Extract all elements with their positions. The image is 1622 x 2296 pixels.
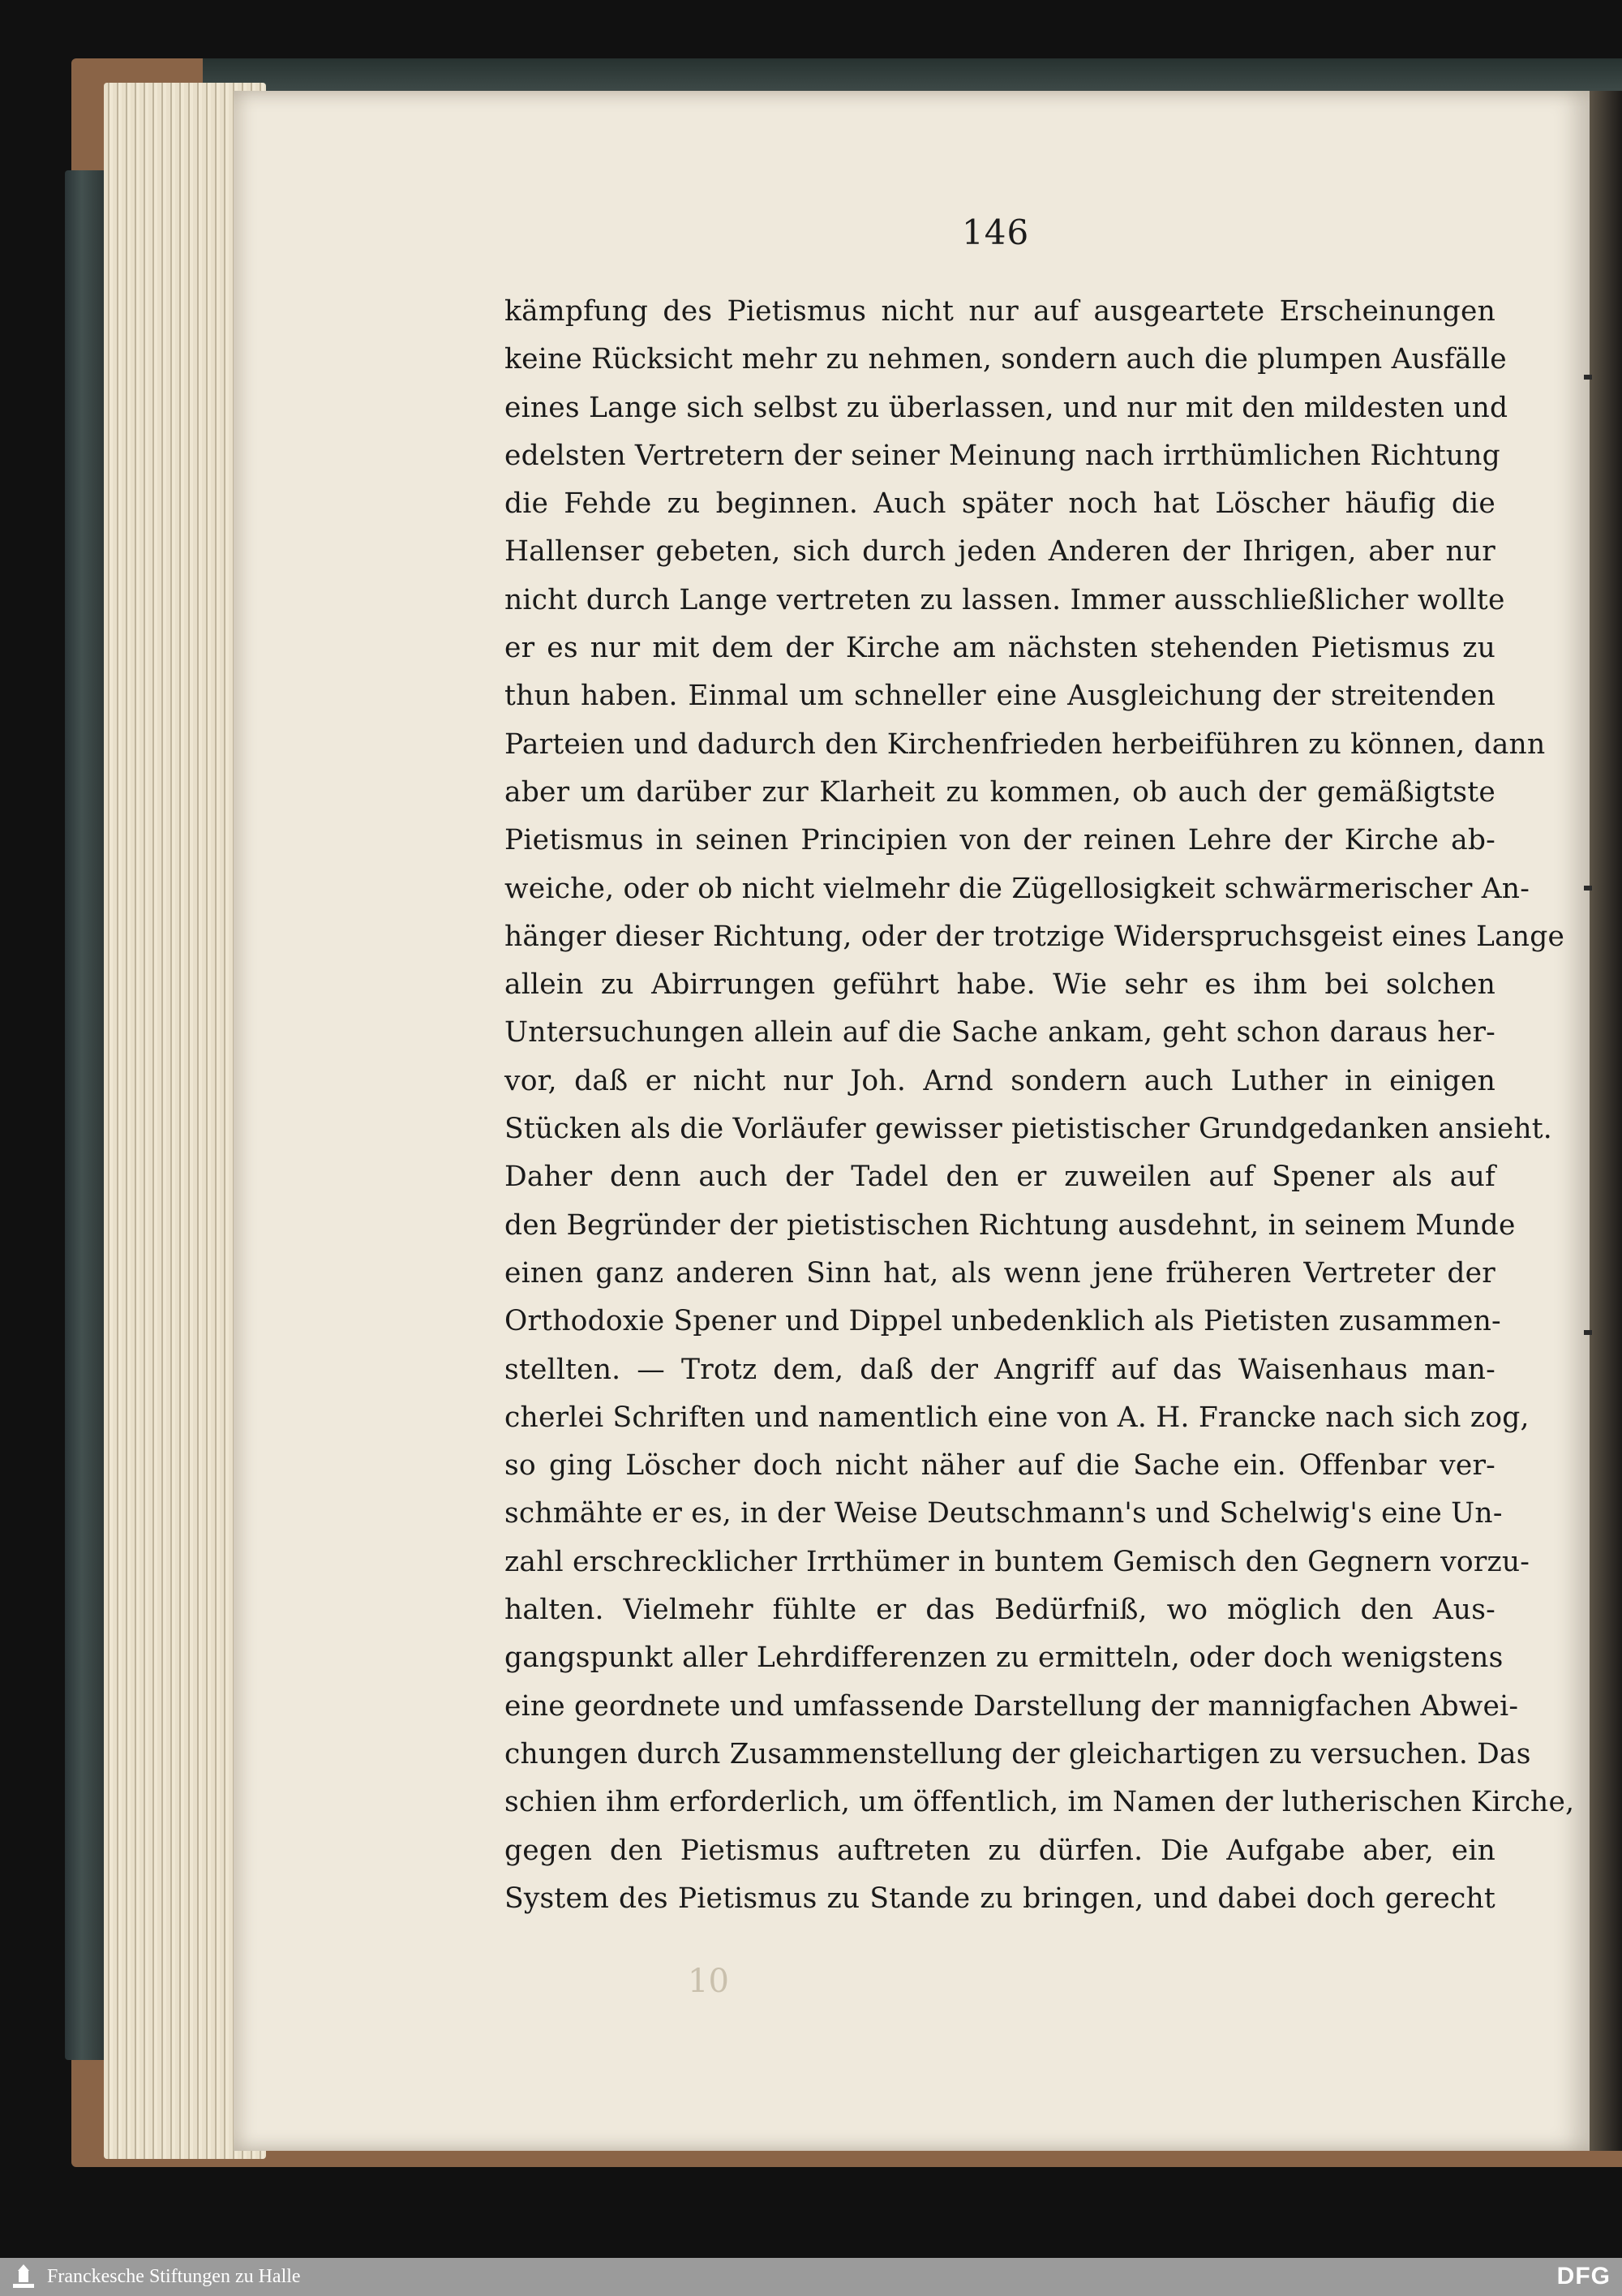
spine-cloth (65, 170, 107, 2060)
text-line: allein zu Abirrungen geführt habe. Wie sehr es ihm bei solchen (504, 968, 1495, 1002)
text-line: edelsten Vertretern der seiner Meinung nach irrthümlichen Richtung (504, 439, 1500, 472)
institution-name[interactable]: Franckesche Stiftungen zu Halle (47, 2266, 301, 2287)
text-line: weiche, oder ob nicht vielmehr die Zügellosigkeit schwärmerischer An- (504, 872, 1530, 905)
text-line: Hallenser gebeten, sich durch jeden Anderen der Ihrigen, aber nur (504, 535, 1495, 569)
text-line: zahl erschrecklicher Irrthümer in buntem Gemisch den Gegnern vorzu- (504, 1545, 1530, 1578)
text-line: stellten. — Trotz dem, daß der Angriff auf das Waisenhaus man- (504, 1353, 1495, 1386)
text-line: Pietismus in seinen Principien von der reinen Lehre der Kirche ab- (504, 824, 1495, 857)
page-number: 146 (962, 212, 1030, 252)
text-line: gegen den Pietismus auftreten zu dürfen. Die Aufgabe aber, ein (504, 1834, 1495, 1867)
body-text (504, 288, 1575, 1923)
edge-mark (1584, 375, 1592, 380)
text-line: cherlei Schriften und namentlich eine von A. H. Francke nach sich zog, (504, 1401, 1530, 1434)
text-line: Daher denn auch der Tadel den er zuweilen auf Spener als auf (504, 1161, 1495, 1194)
edge-mark (1584, 1330, 1592, 1335)
text-line: Parteien und dadurch den Kirchenfrieden herbeiführen zu können, dann (504, 727, 1546, 761)
text-line: thun haben. Einmal um schneller eine Ausgleichung der streitenden (504, 680, 1495, 713)
signature-mark: 10 (688, 1963, 729, 2000)
text-line: nicht durch Lange vertreten zu lassen. Immer ausschließlicher wollte (504, 583, 1505, 616)
text-line: er es nur mit dem der Kirche am nächsten stehenden Pietismus zu (504, 632, 1495, 665)
page-gutter-shadow (1590, 91, 1622, 2151)
text-line: die Fehde zu beginnen. Auch später noch hat Löscher häufig die (504, 487, 1495, 521)
text-line: gangspunkt aller Lehrdifferenzen zu ermitteln, oder doch wenigstens (504, 1642, 1504, 1675)
text-line: schmähte er es, in der Weise Deutschmann's und Schelwig's eine Un- (504, 1497, 1503, 1530)
text-line: System des Pietismus zu Stande zu bringen, und dabei doch gerecht (504, 1882, 1495, 1915)
text-line: keine Rücksicht mehr zu nehmen, sondern auch die plumpen Ausfälle (504, 343, 1507, 376)
text-line: vor, daß er nicht nur Joh. Arnd sondern auch Luther in einigen (504, 1064, 1495, 1097)
dfg-logo[interactable]: DFG (1556, 2263, 1611, 2290)
text-line: halten. Vielmehr fühlte er das Bedürfniß, wo möglich den Aus- (504, 1594, 1495, 1627)
edge-mark (1584, 886, 1592, 891)
text-line: einen ganz anderen Sinn hat, als wenn jene früheren Vertreter der (504, 1256, 1495, 1290)
text-line: kämpfung des Pietismus nicht nur auf ausgeartete Erscheinungen (504, 295, 1495, 328)
text-line: eine geordnete und umfassende Darstellung der mannigfachen Abwei- (504, 1689, 1519, 1723)
text-line: chungen durch Zusammenstellung der gleichartigen zu versuchen. Das (504, 1737, 1531, 1770)
text-line: Untersuchungen allein auf die Sache ankam, geht schon daraus her- (504, 1016, 1495, 1049)
text-line: Stücken als die Vorläufer gewisser pietistischer Grundgedanken ansieht. (504, 1113, 1552, 1146)
text-line: so ging Löscher doch nicht näher auf die Sache ein. Offenbar ver- (504, 1449, 1495, 1483)
text-line: aber um darüber zur Klarheit zu kommen, ob auch der gemäßigtste (504, 775, 1495, 809)
text-line: schien ihm erforderlich, um öffentlich, im Namen der lutherischen Kirche, (504, 1786, 1575, 1819)
text-line: eines Lange sich selbst zu überlassen, und nur mit den mildesten und (504, 391, 1508, 424)
footer-bar (0, 2258, 1622, 2296)
text-line: den Begründer der pietistischen Richtung ausdehnt, in seinem Munde (504, 1208, 1516, 1242)
text-line: hänger dieser Richtung, oder der trotzige Widerspruchsgeist eines Lange (504, 920, 1565, 953)
institution-logo-icon (11, 2264, 36, 2290)
head-cloth (203, 58, 1622, 91)
text-line: Orthodoxie Spener und Dippel unbedenklich als Pietisten zusammen- (504, 1305, 1501, 1338)
